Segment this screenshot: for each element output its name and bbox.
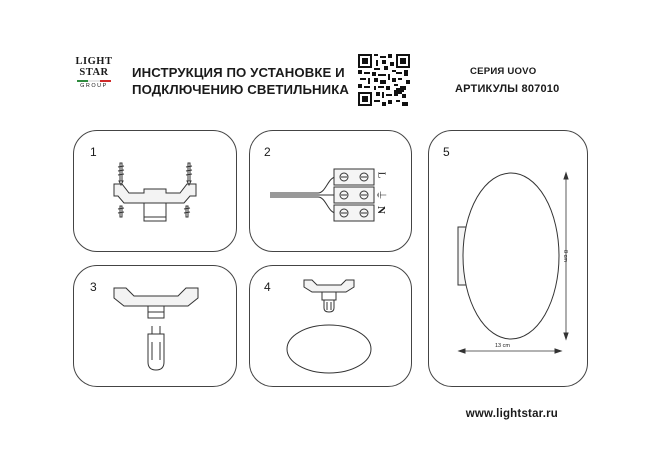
shade-attach-illustration: [280, 274, 390, 382]
mounting-bracket-illustration: [104, 159, 214, 239]
step-1-number: 1: [90, 145, 97, 159]
step-2-number: 2: [264, 145, 271, 159]
step-1-panel: [73, 130, 237, 252]
qr-code: [358, 54, 410, 106]
width-dimension-label: 13 cm: [495, 343, 510, 349]
terminal-label-neutral: N: [374, 206, 387, 214]
step-3-number: 3: [90, 280, 97, 294]
step-4-panel: [249, 265, 412, 387]
logo-word-light: LIGHT: [75, 56, 113, 67]
italian-flag-stripe: [77, 80, 111, 82]
bulb-insert-illustration: [104, 282, 214, 378]
terminal-label-ground: ⏚: [374, 189, 388, 201]
step-3-panel: [73, 265, 237, 387]
step-5-number: 5: [443, 145, 450, 159]
logo-word-group: GROUP: [80, 83, 108, 89]
series-label: СЕРИЯ UOVO: [470, 66, 537, 77]
terminal-label-live: L: [375, 171, 388, 179]
title-line-2: ПОДКЛЮЧЕНИЮ СВЕТИЛЬНИКА: [132, 82, 349, 97]
article-number: АРТИКУЛЫ 807010: [455, 83, 560, 95]
step-4-number: 4: [264, 280, 271, 294]
logo-word-star: STAR: [79, 66, 109, 78]
height-dimension-label: 8 cm: [561, 250, 568, 262]
website-link[interactable]: www.lightstar.ru: [465, 408, 558, 420]
page-title: [132, 64, 352, 98]
step-5-panel: [428, 130, 588, 387]
step-2-panel: [249, 130, 412, 252]
title-line-1: ИНСТРУКЦИЯ ПО УСТАНОВКЕ И: [132, 65, 345, 80]
lightstar-logo: [74, 57, 114, 103]
dimensions-illustration: [449, 161, 579, 361]
